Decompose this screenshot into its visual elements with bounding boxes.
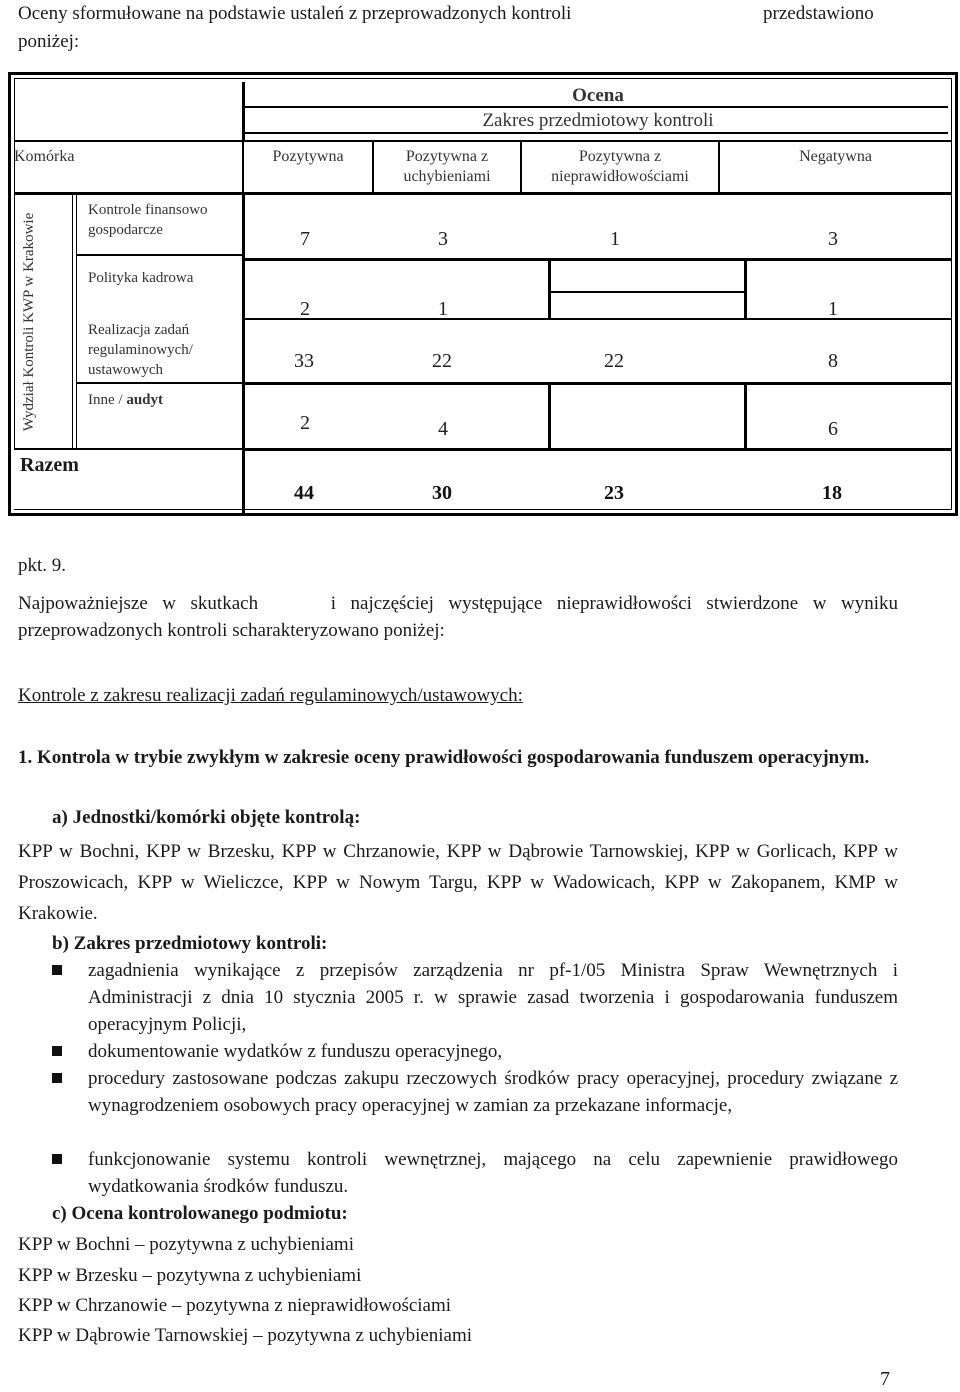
cell-r0-c0: 7	[300, 228, 310, 250]
section-c-title: c) Ocena kontrolowanego podmiotu:	[52, 1203, 348, 1224]
result-line: KPP w Chrzanowie – pozytywna z nieprawidłowościami	[18, 1295, 452, 1316]
cell-r0-c2: 1	[610, 228, 620, 250]
paragraph-summary: Najpoważniejsze w skutkach i najczęściej występujące nieprawidłowości stwierdzone w wyniku przeprowadzonych kontroli scharakteryzowano poniżej:	[18, 593, 898, 641]
cell-r0-c3: 3	[828, 228, 838, 250]
header-zakres: Zakres przedmiotowy kontroli	[482, 110, 714, 131]
header-ocena: Ocena	[572, 85, 624, 106]
unit-label: Wydział Kontroli KWP w Krakowie	[21, 212, 37, 432]
list-item: funkcjonowanie systemu kontroli wewnętrznej, mającego na celu zapewnienie prawidłowego wydatkowania środków funduszu.	[88, 1149, 898, 1197]
cell-r3-c0: 2	[300, 412, 310, 434]
header-pozytywna: Pozytywna	[272, 148, 344, 165]
total-c3: 18	[822, 482, 842, 504]
cell-r2-c2: 22	[604, 350, 624, 372]
intro-line-1-left: Oceny sformułowane na podstawie ustaleń z przeprowadzonych kontroli	[18, 3, 572, 24]
cell-r1-c3: 1	[828, 298, 838, 318]
pkt-label: pkt. 9.	[18, 555, 67, 576]
row-label-inne: Inne / audyt	[88, 392, 164, 408]
total-c2: 23	[604, 482, 624, 504]
cell-r3-c1: 4	[438, 418, 448, 440]
result-line: KPP w Dąbrowie Tarnowskiej – pozytywna z uchybieniami	[18, 1325, 473, 1346]
bullet-square-icon	[52, 1073, 62, 1083]
list-item: zagadnienia wynikające z przepisów zarządzenia nr pf-1/05 Ministra Spraw Wewnętrznych i Administracji z dnia 10 stycznia 2005 r. w sprawie zasad tworzenia i gospodarowania funduszem operacyjnym Policji,	[88, 960, 898, 1035]
cell-r2-c3: 8	[828, 350, 838, 372]
row-label-kadrowa: Polityka kadrowa	[88, 270, 194, 286]
result-line: KPP w Brzesku – pozytywna z uchybieniami	[18, 1265, 362, 1286]
cell-r3-c3: 6	[828, 418, 838, 440]
header-negatywna: Negatywna	[799, 148, 872, 165]
header-komorka: Komórka	[14, 148, 75, 165]
row-label-finansowo: Kontrole finansowo gospodarcze	[88, 202, 208, 238]
total-label: Razem	[20, 454, 79, 476]
intro-line-2: poniżej:	[18, 31, 80, 52]
cell-r0-c1: 3	[438, 228, 448, 250]
intro-paragraph	[18, 0, 898, 56]
result-line: KPP w Bochni – pozytywna z uchybieniami	[18, 1234, 354, 1255]
bullet-square-icon	[52, 1046, 62, 1056]
total-c0: 44	[294, 482, 314, 504]
header-pozytywna-uchybienia: Pozytywna z uchybieniami	[403, 148, 491, 185]
row-label-regulaminowe: Realizacja zadań regulaminowych/ ustawowych	[88, 322, 193, 378]
bullet-square-icon	[52, 965, 62, 975]
intro-line-1-right: przedstawiono	[763, 3, 874, 24]
section-b-title: b) Zakres przedmiotowy kontroli:	[52, 933, 328, 954]
list-item: procedury zastosowane podczas zakupu rzeczowych środków pracy operacyjnej, procedury związane z wynagrodzeniem osobowych pracy operacyjnej w zamian za przekazane informacje,	[88, 1068, 898, 1116]
cell-r1-c1: 1	[438, 298, 448, 318]
cell-r2-c1: 22	[432, 350, 452, 372]
section-a-text: KPP w Bochni, KPP w Brzesku, KPP w Chrzanowie, KPP w Dąbrowie Tarnowskiej, KPP w Gorlicach, KPP w Proszowicach, KPP w Wieliczce, KPP w Nowym Targu, KPP w Wadowicach, KPP w Zakopanem, KMP w Krakowie.	[18, 841, 898, 924]
cell-r2-c0: 33	[294, 350, 314, 372]
kontrole-heading: Kontrole z zakresu realizacji zadań regulaminowych/ustawowych:	[18, 685, 523, 706]
bullet-square-icon	[52, 1154, 62, 1164]
intro-line-1	[18, 0, 898, 28]
results-table	[8, 72, 958, 516]
cell-r1-c0: 2	[300, 298, 310, 318]
list-item: dokumentowanie wydatków z funduszu operacyjnego,	[88, 1041, 503, 1062]
header-pozytywna-nieprawidlowosci: Pozytywna z nieprawidłowościami	[551, 148, 689, 185]
section-a-title: a) Jednostki/komórki objęte kontrolą:	[52, 807, 361, 828]
total-c1: 30	[432, 482, 452, 504]
page-number: 7	[880, 1368, 890, 1390]
section-1-title: 1. Kontrola w trybie zwykłym w zakresie oceny prawidłowości gospodarowania funduszem operacyjnym.	[18, 747, 870, 768]
